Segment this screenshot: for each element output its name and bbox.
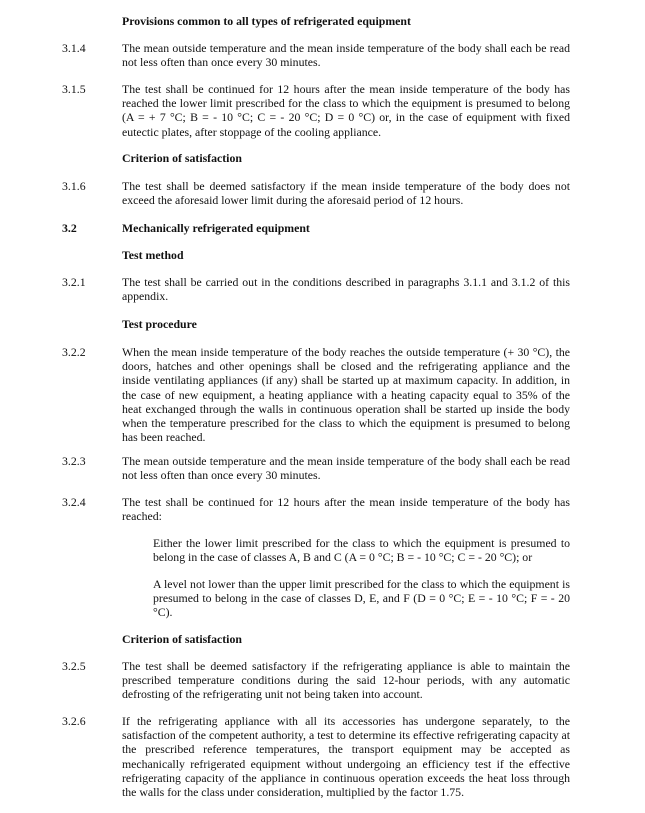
paragraph-number: 3.1.5 xyxy=(62,82,86,96)
criterion-heading-block-2 xyxy=(62,632,570,646)
test-method-heading-block xyxy=(62,248,570,262)
indented-clause-either: Either the lower limit prescribed for the class to which the equipment is presumed to belong in the case of classes A, B and C (A = 0 °C; B = - 10 °C; C = - 20 °C); or xyxy=(153,536,570,565)
paragraph-number: 3.1.6 xyxy=(62,179,86,193)
section-title: Mechanically refrigerated equipment xyxy=(122,221,310,235)
paragraph-3-2-4 xyxy=(62,495,570,523)
criterion-heading-block-1 xyxy=(62,151,570,165)
paragraph-number: 3.2.6 xyxy=(62,714,86,728)
paragraph-3-2-1 xyxy=(62,275,570,303)
paragraph-number: 3.2.4 xyxy=(62,495,86,509)
test-procedure-heading-block xyxy=(62,317,570,331)
paragraph-number: 3.2.3 xyxy=(62,454,86,468)
paragraph-text: If the refrigerating appliance with all its accessories has undergone separately, to the satisfaction of the competent authority, a test to determine its effective refrigerating capacity at the prescribed reference temperatures, the transport equipment may be accepted as mechanically refrigerated equipment without undergoing an efficiency test if the effective refrigerating capacity of the appliance in continuous operation exceeds the heat loss through the walls for the class under consideration, multiplied by the factor 1.75. xyxy=(122,714,570,800)
section-3-2 xyxy=(62,221,570,235)
paragraph-3-1-4 xyxy=(62,41,570,69)
paragraph-3-2-2 xyxy=(62,345,570,444)
paragraph-number: 3.2.5 xyxy=(62,659,86,673)
paragraph-text: The test shall be continued for 12 hours after the mean inside temperature of the body has reached: xyxy=(122,495,570,524)
paragraph-text: The test shall be continued for 12 hours after the mean inside temperature of the body has reached the lower limit prescribed for the class to which the equipment is presumed to belong (A = + 7 °C; B = - 10 °C; C = - 20 °C; D = 0 °C) or, in the case of equipment with fixed eutectic plates, after stoppage of the cooling appliance. xyxy=(122,82,570,139)
paragraph-text: The test shall be deemed satisfactory if the refrigerating appliance is able to maintain the prescribed temperature conditions during the said 12-hour periods, with any automatic defrosting of the refrigerating unit not being taken into account. xyxy=(122,659,570,702)
paragraph-text: The test shall be deemed satisfactory if the mean inside temperature of the body does not exceed the aforesaid lower limit during the aforesaid period of 12 hours. xyxy=(122,179,570,208)
paragraph-3-2-5 xyxy=(62,659,570,702)
paragraph-number: 3.1.4 xyxy=(62,41,86,55)
paragraph-3-2-3 xyxy=(62,454,570,482)
paragraph-3-1-6 xyxy=(62,179,570,207)
paragraph-3-1-5 xyxy=(62,82,570,139)
section-heading: Test method xyxy=(122,248,184,262)
section-heading: Test procedure xyxy=(122,317,197,331)
section-number: 3.2 xyxy=(62,221,77,235)
paragraph-text: The mean outside temperature and the mean inside temperature of the body shall each be read not less often than once every 30 minutes. xyxy=(122,454,570,483)
paragraph-number: 3.2.2 xyxy=(62,345,86,359)
indented-clause-level: A level not lower than the upper limit prescribed for the class to which the equipment is presumed to belong in the case of classes D, E, and F (D = 0 °C; E = - 10 °C; F = - 20 °C). xyxy=(153,577,570,620)
section-heading: Provisions common to all types of refrigerated equipment xyxy=(122,14,411,28)
paragraph-3-2-6 xyxy=(62,714,570,799)
paragraph-text: The test shall be carried out in the conditions described in paragraphs 3.1.1 and 3.1.2 of this appendix. xyxy=(122,275,570,304)
paragraph-number: 3.2.1 xyxy=(62,275,86,289)
paragraph-text: The mean outside temperature and the mean inside temperature of the body shall each be read not less often than once every 30 minutes. xyxy=(122,41,570,70)
section-heading: Criterion of satisfaction xyxy=(122,632,242,646)
paragraph-text: When the mean inside temperature of the body reaches the outside temperature (+ 30 °C), the doors, hatches and other openings shall be closed and the refrigerating appliance and the inside ventilating appliances (if any) shall be started up at maximum capacity. In addition, in the case of new equipment, a heating appliance with a heating capacity equal to 35% of the heat exchanged through the walls in continuous operation shall be started up inside the body when the temperature prescribed for the class to which the equipment is presumed to belong has been reached. xyxy=(122,345,570,445)
section-heading: Criterion of satisfaction xyxy=(122,151,242,165)
provisions-heading-block xyxy=(62,14,570,28)
